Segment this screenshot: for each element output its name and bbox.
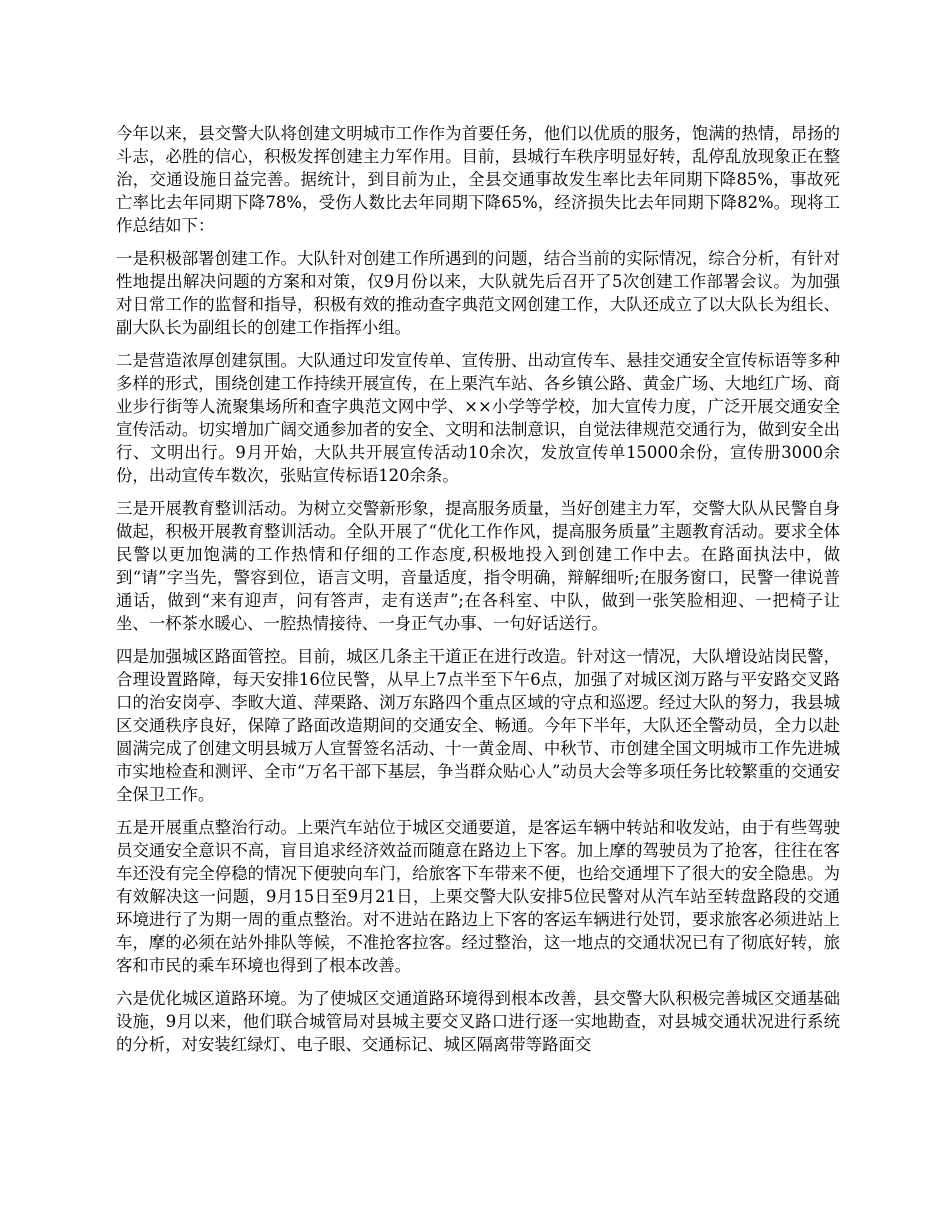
paragraph-education-training: 三是开展教育整训活动。为树立交警新形象，提高服务质量，当好创建主力军，交警大队从民警自身做起，积极开展教育整训活动。全队开展了“优化工作作风，提高服务质量”主题教育活动。要求全体民警以更加饱满的工作热情和仔细的工作态度,积极地投入到创建工作中去。在路面执法中，做到“请”字当先，警容到位，语言文明，音量适度，指令明确，辩解细听;在服务窗口，民警一律说普通话，做到“来有迎声，问有答声，走有送声”;在各科室、中队，做到一张笑脸相迎、一把椅子让坐、一杯茶水暖心、一腔热情接待、一身正气办事、一句好话送行。	[116, 499, 840, 633]
paragraph-intro: 今年以来，县交警大队将创建文明城市工作作为首要任务，他们以优质的服务，饱满的热情，昂扬的斗志，必胜的信心，积极发挥创建主力军作用。目前，县城行车秩序明显好转，乱停乱放现象正在整治，交通设施日益完善。据统计，到目前为止，全县交通事故发生率比去年同期下降85%，事故死亡率比去年同期下降78%，受伤人数比去年同期下降65%，经济损失比去年同期下降82%。现将工作总结如下：	[116, 124, 840, 235]
paragraph-key-rectification: 五是开展重点整治行动。上栗汽车站位于城区交通要道，是客运车辆中转站和收发站，由于有些驾驶员交通安全意识不高，盲目追求经济效益而随意在路边上下客。加上摩的驾驶员为了抢客，往往在客车还没有完全停稳的情况下便驶向车门，给旅客下车带来不便，也给交通埋下了很大的安全隐患。为有效解决这一问题，9月15日至9月21日，上栗交警大队安排5位民警对从汽车站至转盘路段的交通环境进行了为期一周的重点整治。对不进站在路边上下客的客运车辆进行处罚，要求旅客必须进站上车，摩的必须在站外排队等候，不准抢客拉客。经过整治，这一地点的交通状况已有了彻底好转，旅客和市民的乘车环境也得到了根本改善。	[116, 818, 840, 975]
paragraph-atmosphere: 二是营造浓厚创建氛围。大队通过印发宣传单、宣传册、出动宣传车、悬挂交通安全宣传标语等多种多样的形式，围绕创建工作持续开展宣传，在上栗汽车站、各乡镇公路、黄金广场、大地红广场、商业步行街等人流聚集场所和查字典范文网中学、××小学等学校，加大宣传力度，广泛开展交通安全宣传活动。切实增加广阔交通参加者的安全、文明和法制意识，自觉法律规范交通行为，做到安全出行、文明出行。9月开始，大队共开展宣传活动10余次，发放宣传单15000余份，宣传册3000余份，出动宣传车数次，张贴宣传标语120余条。	[116, 351, 840, 485]
paragraph-deploy-work: 一是积极部署创建工作。大队针对创建工作所遇到的问题，结合当前的实际情况，综合分析，有针对性地提出解决问题的方案和对策，仅9月份以来，大队就先后召开了5次创建工作部署会议。为加强对日常工作的监督和指导，积极有效的推动查字典范文网创建工作，大队还成立了以大队长为组长、副大队长为副组长的创建工作指挥小组。	[116, 249, 840, 337]
paragraph-road-environment: 六是优化城区道路环境。为了使城区交通道路环境得到根本改善，县交警大队积极完善城区交通基础设施，9月以来，他们联合城管局对县城主要交叉路口进行逐一实地勘查，对县城交通状况进行系统的分析，对安装红绿灯、电子眼、交通标记、城区隔离带等路面交	[116, 989, 840, 1054]
paragraph-road-control: 四是加强城区路面管控。目前，城区几条主干道正在进行改造。针对这一情况，大队增设站岗民警，合理设置路障，每天安排16位民警，从早上7点半至下午6点，加强了对城区浏万路与平安路交叉路口的治安岗亭、李畋大道、萍栗路、浏万东路四个重点区域的守点和巡逻。经过大队的努力，我县城区交通秩序良好，保障了路面改造期间的交通安全、畅通。今年下半年，大队还全警动员，全力以赴圆满完成了创建文明县城万人宣誓签名活动、十一黄金周、中秋节、市创建全国文明城市工作先进城市实地检查和测评、全市“万名干部下基层，争当群众贴心人”动员大会等多项任务比较繁重的交通安全保卫工作。	[116, 647, 840, 804]
document-body	[116, 122, 840, 1066]
